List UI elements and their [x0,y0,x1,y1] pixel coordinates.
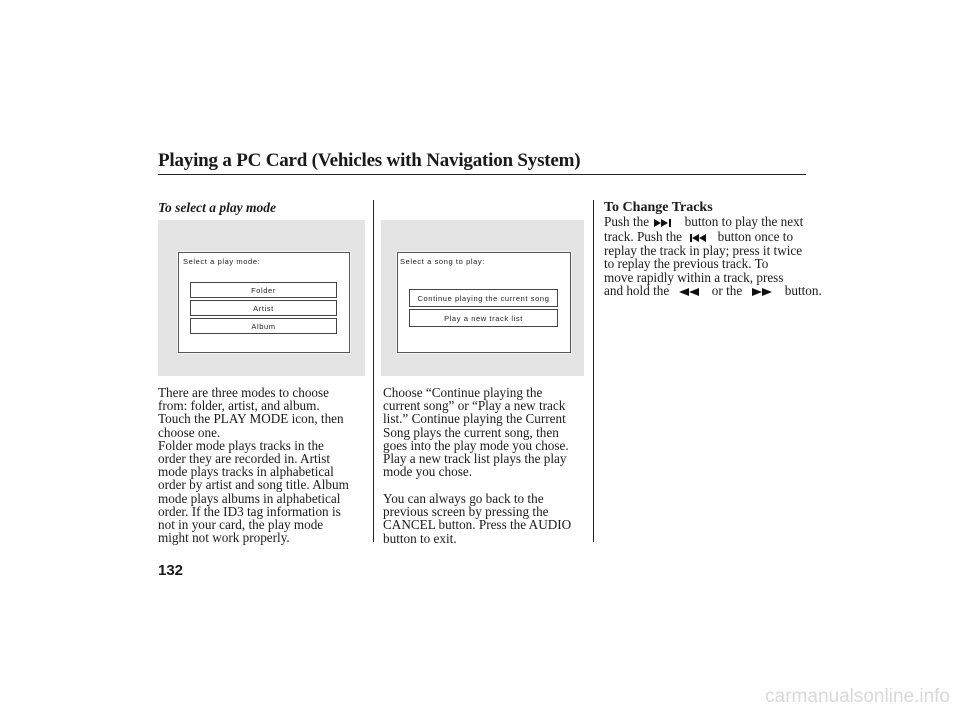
go-back-body-line: button to exit. [383,530,457,546]
go-back-body-line: CANCEL button. Press the AUDIO [383,517,572,533]
play-mode-body-line: Touch the PLAY MODE icon, then [158,411,344,427]
go-back-body-line: previous screen by pressing the [383,504,549,520]
page-number: 132 [158,562,184,579]
play-mode-body-line: might not work properly. [158,530,290,546]
select-song-screen [397,252,571,353]
play-mode-body-line: mode plays albums in alphabetical [158,490,341,506]
play-mode-body-line: mode plays tracks in alphabetical [158,464,334,480]
select-song-body-line: Song plays the current song, then [383,424,559,440]
play-mode-screenshot [158,220,365,376]
option-continue-current-song[interactable]: Continue playing the current song [409,289,558,307]
select-song-body-line: goes into the play mode you chose. [383,437,569,453]
play-mode-body-line: order by artist and song title. Album [158,477,349,493]
select-song-body-line: current song” or “Play a new track [383,398,566,414]
title-divider [158,174,806,175]
play-mode-body-line: from: folder, artist, and album. [158,398,320,414]
column-divider-left [373,200,374,542]
column-divider-right [593,200,594,542]
select-song-body-line: Play a new track list plays the play [383,451,567,467]
select-song-body-line: Choose “Continue playing the [383,385,543,400]
select-song-body-line: list.” Continue playing the Current [383,411,566,427]
play-mode-body-line: choose one. [158,424,221,440]
play-mode-body-line: order they are recorded in. Artist [158,451,331,467]
play-mode-body-line: order. If the ID3 tag information is [158,503,341,519]
select-song-body-text [383,386,569,478]
change-tracks-heading: To Change Tracks [604,200,713,215]
change-tracks-body-text: Push the button to play the next track. Push the button once to replay the track in play; press it twice to replay the previous track. To move rapidly within a track, press and hold the or the button. [604,214,822,298]
option-album[interactable]: Album [190,318,337,334]
go-back-body-text [383,492,571,545]
select-song-prompt: Select a song to play: [400,257,485,266]
play-mode-body-text [158,386,349,544]
change-tracks-line-2: track. Push the button once to [604,228,794,244]
play-mode-screen [178,252,350,353]
change-tracks-line-6: and hold the or the button. [604,282,822,298]
play-mode-prompt: Select a play mode: [183,257,261,266]
option-folder[interactable]: Folder [190,282,337,298]
select-song-screenshot [381,220,584,376]
site-watermark: carmanualsonline.info [765,686,950,707]
option-artist[interactable]: Artist [190,300,337,316]
play-mode-body-line: Folder mode plays tracks in the [158,437,324,453]
play-mode-body-line: There are three modes to choose [158,385,329,400]
rewind-icon [679,285,701,298]
select-song-body-line: mode you chose. [383,464,472,480]
page-title: Playing a PC Card (Vehicles with Navigation System) [158,150,581,171]
change-tracks-line-1: Push the button to play the next [604,214,804,229]
fast-forward-icon [752,285,774,298]
play-mode-body-line: not in your card, the play mode [158,517,324,533]
option-play-new-track-list[interactable]: Play a new track list [409,309,558,327]
go-back-body-line: You can always go back to the [383,491,544,506]
play-mode-subheading: To select a play mode [158,200,276,215]
